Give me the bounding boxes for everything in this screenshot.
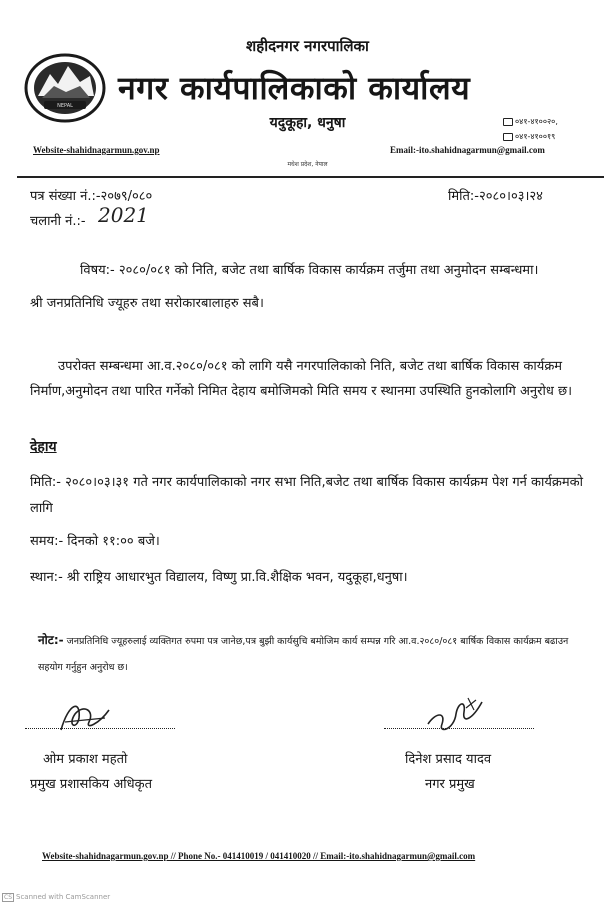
- municipality-name: शहीदनगर नगरपालिका: [246, 37, 369, 55]
- province-text: मधेश प्रदेश, नेपाल: [287, 161, 328, 168]
- note-block: [38, 627, 578, 681]
- scanner-text: Scanned with CamScanner: [16, 893, 111, 901]
- phone-icon: [503, 118, 513, 126]
- schedule-date: मिति:- २०८०।०३।३१ गते नगर कार्यपालिकाको नगर सभा निति,बजेट तथा बार्षिक विकास कार्यक्रम पेश गर्न कार्यक्रमको लागि: [30, 475, 584, 516]
- dispatch-label: चलानी नं.:-: [30, 214, 86, 229]
- phone-number-2: [503, 131, 555, 142]
- signature-line-left: [25, 728, 175, 729]
- website-link[interactable]: Website-shahidnagarmun.gov.np: [33, 145, 160, 155]
- camscanner-badge: CS: [4, 894, 12, 901]
- phone-number-1: [503, 116, 558, 127]
- schedule-heading: देहाय: [30, 439, 57, 455]
- scanner-watermark: [2, 893, 110, 902]
- header-divider: [17, 176, 604, 178]
- email-link[interactable]: Email:-ito.shahidnagarmun@gmail.com: [390, 145, 545, 155]
- salutation: श्री जनप्रतिनिधि ज्यूहरु तथा सरोकारबालाहरु सबै।: [30, 296, 264, 311]
- schedule-time: समय:- दिनको ११:०० बजे।: [30, 534, 160, 549]
- office-address: यदुकूहा, धनुषा: [269, 115, 346, 131]
- signature-left-icon: [55, 696, 115, 738]
- note-label: नोट:-: [38, 633, 64, 647]
- left-signatory-name: ओम प्रकाश महतो: [43, 752, 128, 767]
- letter-date: मिति:-२०८०।०३।२४: [448, 189, 543, 204]
- phone-icon: [503, 133, 513, 141]
- footer-contact: Website-shahidnagarmun.gov.np // Phone No.- 041410019 / 041410020 // Email:-ito.shahidnagarmun@gmail.com: [42, 851, 476, 861]
- body-paragraph: उपरोक्त सम्बन्धमा आ.व.२०८०/०८१ को लागि यसै नगरपालिकाको निति, बजेट तथा बार्षिक विकास कार्यक्रम निर्माण,अनुमोदन तथा पारित गर्नेको निमित देहाय बमोजिमको मिति समय र स्थानमा उपस्थिति हुनकोलागि अनुरोध छ।: [30, 359, 572, 399]
- phone-1-text: ०४१-४१००२०,: [515, 117, 558, 126]
- note-text: जनप्रतिनिधि ज्यूहरुलाई व्यक्तिगत रुपमा पत्र जानेछ,पत्र बुझी कार्यसुचि बमोजिम कार्य सम्पन्न गरि आ.व.२०८०/०८१ बार्षिक विकास कार्यक्रम बढाउन सहयोग गर्नुहुन अनुरोध छ।: [38, 636, 569, 673]
- dispatch-number-handwritten: 2021: [98, 203, 149, 227]
- subject-line: विषय:- २०८०/०८१ को निति, बजेट तथा बार्षिक विकास कार्यक्रम तर्जुमा तथा अनुमोदन सम्बन्धमा।: [80, 263, 539, 278]
- schedule-venue: स्थान:- श्री राष्ट्रिय आधारभुत विद्यालय, विष्णु प्रा.वि.शैक्षिक भवन, यदुकूहा,धनुषा।: [30, 570, 408, 585]
- signature-line-right: [384, 728, 534, 729]
- left-signatory-title: प्रमुख प्रशासकिय अधिकृत: [30, 777, 153, 792]
- reference-number: पत्र संख्या नं.:-२०७९/०८०: [30, 189, 153, 204]
- right-signatory-name: दिनेश प्रसाद यादव: [405, 752, 492, 767]
- office-title: नगर कार्यपालिकाको कार्यालय: [118, 69, 471, 107]
- signature-right-icon: [420, 694, 490, 736]
- svg-text:NEPAL: NEPAL: [57, 103, 73, 109]
- phone-2-text: ०४१-४१००१९: [515, 132, 556, 141]
- right-signatory-title: नगर प्रमुख: [425, 777, 475, 792]
